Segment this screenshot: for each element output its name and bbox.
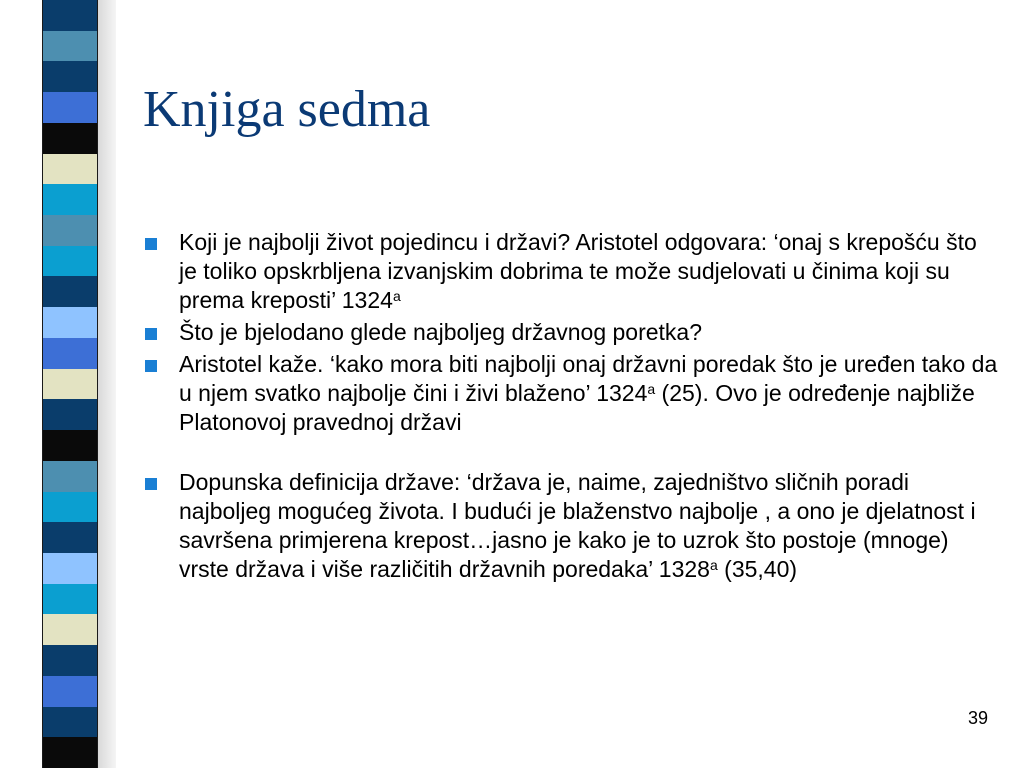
stripe-block: [42, 492, 98, 524]
stripe-block: [42, 31, 98, 63]
bullet-text: Dopunska definicija države: ‘država je, naime, zajedništvo sličnih poradi najboljeg mogućeg života. I budući je blaženstvo najbolje , a ono je djelatnost i savršena primjerena krepost…jasno je kako je to uzrok što postoje (mnoge) vrste država i više različitih državnih poredaka’ 1328: [179, 469, 976, 582]
square-bullet-icon: [145, 478, 157, 490]
stripe-block: [42, 369, 98, 401]
stripe-block: [42, 246, 98, 278]
stripe-block: [42, 154, 98, 186]
bullet-text: Što je bjelodano glede najboljeg državnog poretka?: [179, 319, 703, 345]
square-bullet-icon: [145, 360, 157, 372]
stripe-block: [42, 215, 98, 247]
stripe-block: [42, 614, 98, 646]
bullet-superscript: a: [392, 288, 401, 304]
square-bullet-icon: [145, 238, 157, 250]
stripe-block: [42, 276, 98, 308]
stripe-block: [42, 0, 98, 32]
bullet-text: Koji je najbolji život pojedincu i državi? Aristotel odgovara: ‘onaj s krepošću što je toliko opskrbljena izvanjskim dobrima te može sudjelovati u činima koji su prema kreposti’ 1324: [179, 229, 977, 313]
stripe-block: [42, 307, 98, 339]
stripe-block: [42, 645, 98, 677]
stripe-block: [42, 61, 98, 93]
bullet-list: [143, 228, 998, 587]
stripe-block: [42, 399, 98, 431]
bullet-text: Aristotel kaže. ‘kako mora biti najbolji onaj državni poredak što je uređen tako da u njem svatko najbolje čini i živi blaženo’ 1324: [179, 351, 998, 406]
bullet-superscript: a: [709, 557, 718, 573]
stripe-block: [42, 584, 98, 616]
stripe-block: [42, 676, 98, 708]
stripe-block: [42, 737, 98, 768]
bullet-item: [143, 318, 998, 347]
page-number: 39: [967, 708, 988, 728]
bullet-superscript: a: [647, 381, 656, 397]
stripe-block: [42, 522, 98, 554]
stripe-block: [42, 92, 98, 124]
bullet-item: [143, 350, 998, 437]
stripe-block: [42, 461, 98, 493]
stripe-shadow: [98, 0, 116, 768]
stripe-block: [42, 707, 98, 739]
bullet-item: [143, 468, 998, 584]
square-bullet-icon: [145, 328, 157, 340]
bullet-item: [143, 228, 998, 315]
decorative-stripe-bar: [0, 0, 118, 768]
bullet-text-continued: (35,40): [717, 556, 798, 582]
stripe-block: [42, 430, 98, 462]
bullet-text-continued: (25). Ovo je određenje najbliže Platonovoj pravednoj državi: [179, 380, 975, 435]
stripe-block: [42, 184, 98, 216]
stripe-block: [42, 123, 98, 155]
stripe-block: [42, 338, 98, 370]
slide-title: Knjiga sedma: [143, 81, 431, 138]
stripe-block: [42, 553, 98, 585]
